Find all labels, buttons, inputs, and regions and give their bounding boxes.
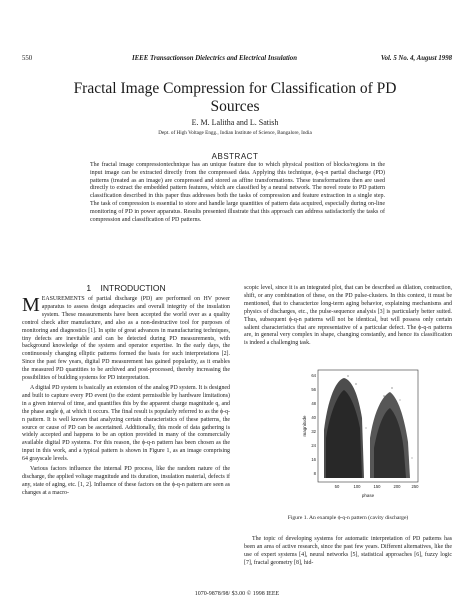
- abstract-body: The fractal image compressiontechnique has an unique feature due to which physical position of blocks/regions in the input image can be extracted directly from the compressed data. Applying this technique, ϕ-q-n partial discharge (PD) patterns (treated as an image) are compressed and stored as affine transformations. These transformations then are used directly to extract the embedded pattern features, which are classified by a neural network. The novel route to PD pattern classification described in this paper thus addresses both the tasks of compression and feature extraction in a single step. The task of compression is essential to store and handle large quantities of pattern data acquired, especially during on-line monitoring of PD in power apparatus. Results presented illustrate that this approach can address satisfactorily the tasks of compression and classification of PD patterns.: [90, 162, 385, 223]
- y-axis-label: magnitude: [302, 415, 307, 437]
- paper-title: Fractal Image Compression for Classification of PD Sources: [73, 80, 397, 115]
- drop-cap: M: [22, 294, 40, 316]
- abstract-heading: ABSTRACT: [211, 152, 259, 161]
- x-axis-ticks: [335, 484, 419, 489]
- page-number: 550: [22, 55, 33, 62]
- y-tick: 64: [311, 373, 316, 378]
- x-axis-label: phase: [361, 493, 375, 498]
- pd-pattern-image: [318, 370, 418, 482]
- section-heading: [22, 283, 230, 293]
- y-axis-ticks: [311, 373, 316, 476]
- y-tick: 16: [311, 457, 316, 462]
- x-tick: 200: [393, 484, 401, 489]
- intro-paragraph-2: A digital PD system is basically an extension of the analog PD system. It is designed and built to capture every PD event (to the extent permissible by hardware limitations) in a given interval of time, and quantifies this by the apparent charge magnitude q, and the phase angle ϕ, at which it occurs. The final result is popularly referred to as the ϕ-q-n pattern. It is well known that analyzing certain characteristics of these patterns, the source or cause of PD can be ascertained. Additionally, this mode of data gathering is widely accepted and happens to be an option provided in many of the commercially available digital PD systems. For this reason, the ϕ-q-n pattern has been chosen as the input in this work, and a typical pattern is shown in Figure 1, as an image comprising 64 grayscale levels.: [22, 384, 230, 463]
- figure-caption: Figure 1. An example ϕ-q-n pattern (cavity discharge): [287, 515, 409, 521]
- x-tick: 50: [334, 484, 340, 489]
- right-column-bottom: [244, 536, 452, 588]
- y-tick: 40: [311, 415, 316, 420]
- y-tick: 56: [311, 387, 316, 392]
- paper-authors: E. M. Lalitha and L. Satish: [191, 118, 279, 127]
- y-tick: 32: [311, 429, 316, 434]
- figure-1-plot: [302, 368, 422, 503]
- volume-info: Vol. 5 No. 4, August 1998: [380, 55, 452, 62]
- section-title: INTRODUCTION: [100, 283, 166, 293]
- author-affiliation: Dept. of High Voltage Engg., Indian Institute of Science, Bangalore, India: [158, 130, 312, 136]
- intro-paragraph-continued: scopic level, since it is an integrated plot, that can be described as dilation, contraction, shift, or any combination of these, on the PD pulse-clusters. In this context, it must be mentioned, that to characterize long-term aging behavior, explaining mechanisms and physics of discharges, etc., the pulse-sequence analysis [3] is particularly better suited. Thus, subsequent ϕ-q-n patterns will not be identical, but will possess only certain salient characteristics that are representative of a particular defect. The ϕ-q-n patterns are, in general very complex in shape, changing constantly, and hence its classification is indeed a challenging task.: [244, 285, 452, 347]
- section-number: 1: [86, 283, 92, 293]
- intro-paragraph-1: [22, 296, 230, 383]
- x-tick: 150: [373, 484, 381, 489]
- x-tick: 100: [353, 484, 361, 489]
- intro-paragraph-3: Various factors influence the internal PD process, like the random nature of the discharge, the applied voltage magnitude and its duration, insulation material, defects if any, state of aging, etc. [1, 2]. Influence of these factors on the ϕ-q-n pattern are seen as changes at a macro-: [22, 466, 230, 496]
- right-column-top: [244, 285, 452, 363]
- y-tick: 48: [311, 401, 316, 406]
- running-header: [22, 55, 452, 67]
- intro-paragraph-4: The topic of developing systems for automatic interpretation of PD patterns has been an area of active research, since the past few years. Different alternatives, like the use of expert systems [4], neural networks [5], statistical approaches [6], fuzzy logic [7], fractal geometry [8], hid-: [244, 536, 452, 566]
- copyright-footer: 1070-9878/98/ $3.00 © 1998 IEEE: [194, 591, 280, 597]
- intro-paragraph-1-text: EASUREMENTS of partial discharge (PD) are performed on HV power apparatus to assess design adequacies and overall integrity of the insulation system. These measurements have been accepted the world over as a quality control check after manufacture, and also as a non-destructive tool for purposes of monitoring and diagnostics [1]. In spite of great advances in manufacturing techniques, tiny defects are inevitable and can be detected during PD measurements, with background knowledge of the system and operator expertise. In the early days, the continuously changing elliptic patterns formed the basis for such interpretations [2]. Since the past few years, digital PD measurement has gained popularity, as it enables the measured PD quantities to be archived and post-processed, thereby increasing the possibilities of building systems for PD interpretation.: [22, 296, 230, 382]
- y-tick: 24: [311, 443, 316, 448]
- left-column: [22, 296, 230, 586]
- journal-name: IEEE Transactionson Dielectrics and Electrical Insulation: [132, 55, 297, 62]
- y-tick: 8: [313, 471, 316, 476]
- x-tick: 250: [411, 484, 419, 489]
